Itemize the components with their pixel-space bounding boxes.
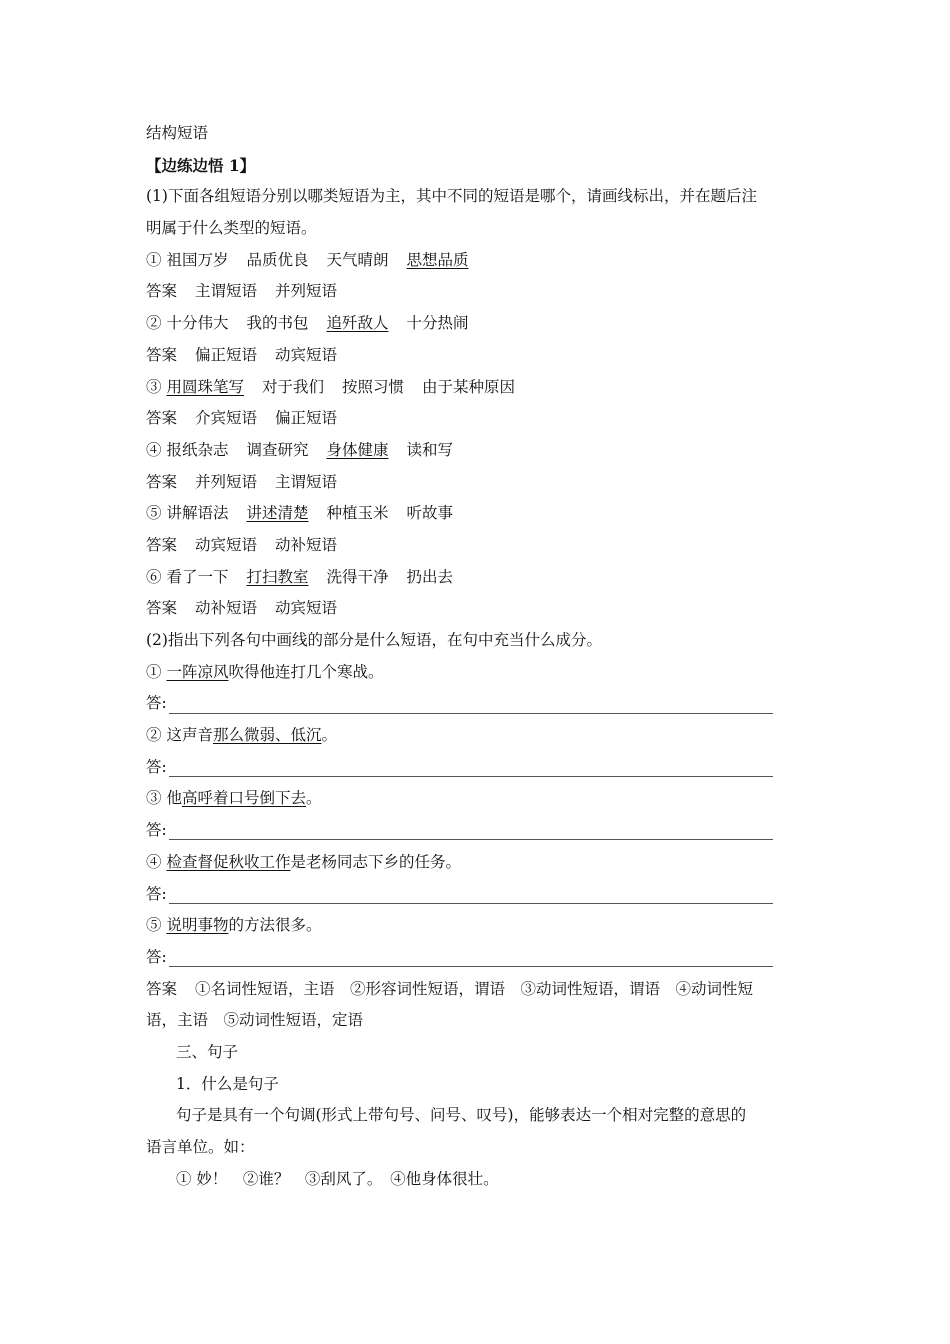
answer-label: 答案 [146, 472, 178, 491]
sentence-after: 的方法很多。 [228, 916, 322, 935]
sentence-before: 这声音 [166, 726, 213, 745]
phrase: 我的书包 [246, 314, 309, 333]
phrase: 读和写 [406, 440, 454, 459]
underlined-phrase: 说明事物 [166, 916, 229, 935]
answer-prefix: 答: [146, 947, 167, 966]
answer-label: 答案 [146, 535, 178, 554]
phrase: 按照习惯 [341, 377, 404, 396]
q2-sentence [146, 847, 810, 879]
q2-sentence [146, 657, 810, 689]
answer-value: 动宾短语 [275, 345, 338, 364]
q2-prompt: (2)指出下列各句中画线的部分是什么短语，在句中充当什么成分。 [146, 631, 602, 649]
q1-prompt-line2: 明属于什么类型的短语。 [146, 219, 317, 238]
answer-value: 偏正短语 [195, 345, 258, 364]
answer-value: 偏正短语 [275, 409, 338, 428]
answer-rule[interactable] [169, 695, 773, 714]
answer-value: 动补短语 [195, 599, 258, 618]
part3-paragraph-line2: 语言单位。如： [146, 1138, 255, 1156]
item-number: ② [146, 314, 162, 333]
item-number: ① [146, 662, 162, 681]
answer-label: 答案 [146, 282, 178, 301]
part3-examples: ① 妙！ ②谁？ ③刮风了。 ④他身体很壮。 [176, 1169, 499, 1188]
q1-group-row [146, 435, 810, 467]
q1-groups [146, 245, 810, 625]
item-number: ⑤ [146, 916, 162, 935]
answer-label: 答案 [146, 979, 178, 998]
q2-answer-blank [146, 688, 810, 720]
q1-group-answer [146, 276, 810, 308]
q2-answer-blank [146, 752, 810, 784]
phrase: 身体健康 [326, 440, 389, 459]
phrase: 对于我们 [261, 377, 324, 396]
section-label: 【边练边悟 1】 [146, 155, 256, 175]
underlined-phrase: 检查督促秋收工作 [166, 852, 291, 871]
part3-subtitle: 1．什么是句子 [176, 1074, 279, 1093]
answer-prefix: 答: [146, 694, 167, 713]
underlined-phrase: 那么微弱、低沉 [212, 726, 322, 745]
q2-answer-blank [146, 879, 810, 911]
phrase: 天气晴朗 [326, 250, 389, 269]
q2-sentence [146, 910, 810, 942]
q1-group-answer [146, 467, 810, 499]
q1-group-row [146, 498, 810, 530]
part3-paragraph-line1: 句子是具有一个句调(形式上带句号、问号、叹号)，能够表达一个相对完整的意思的 [176, 1106, 747, 1125]
q2-answer-line1 [146, 974, 810, 1006]
heading: 结构短语 [146, 124, 209, 142]
phrase: 种植玉米 [326, 504, 389, 523]
answer-rule[interactable] [169, 948, 773, 967]
q2-answer-blank [146, 815, 810, 847]
sentence-after: 是老杨同志下乡的任务。 [290, 852, 461, 871]
answer-label: 答案 [146, 599, 178, 618]
sentence-before: 他 [166, 789, 182, 808]
q1-group-answer [146, 403, 810, 435]
answer-value: 主谓短语 [195, 282, 258, 301]
underlined-phrase: 一阵凉风 [166, 662, 229, 681]
phrase: 十分伟大 [166, 314, 229, 333]
q1-prompt-line1: (1)下面各组短语分别以哪类短语为主，其中不同的短语是哪个，请画线标出，并在题后注 [146, 187, 757, 206]
phrase: 祖国万岁 [166, 250, 229, 269]
phrase: 洗得干净 [326, 567, 389, 586]
phrase: 讲述清楚 [246, 504, 309, 523]
answer-prefix: 答: [146, 821, 167, 840]
phrase: 听故事 [406, 504, 454, 523]
q1-group-row [146, 245, 810, 277]
q1-group-answer [146, 340, 810, 372]
answer-value: 动宾短语 [275, 599, 338, 618]
answer-value: 主谓短语 [275, 472, 338, 491]
answer-value: 并列短语 [195, 472, 258, 491]
answer-value: 并列短语 [275, 282, 338, 301]
q2-sentence [146, 783, 810, 815]
phrase: 看了一下 [166, 567, 229, 586]
answer-label: 答案 [146, 409, 178, 428]
q1-group-row [146, 308, 810, 340]
item-number: ② [146, 726, 162, 745]
q2-answer-blank [146, 942, 810, 974]
item-number: ④ [146, 440, 162, 459]
phrase: 追歼敌人 [326, 314, 389, 333]
item-number: ③ [146, 377, 162, 396]
phrase: 调查研究 [246, 440, 309, 459]
phrase: 报纸杂志 [166, 440, 229, 459]
q1-group-answer [146, 530, 810, 562]
sentence-after: 。 [321, 726, 337, 745]
phrase: 讲解语法 [166, 504, 229, 523]
document-page [146, 118, 810, 1195]
item-number: ① [146, 250, 162, 269]
item-number: ⑥ [146, 567, 162, 586]
phrase: 十分热闹 [406, 314, 469, 333]
phrase: 由于某种原因 [422, 377, 516, 396]
phrase: 用圆珠笔写 [166, 377, 244, 396]
phrase: 品质优良 [246, 250, 309, 269]
q1-group-answer [146, 593, 810, 625]
answer-rule[interactable] [169, 885, 773, 904]
item-number: ⑤ [146, 504, 162, 523]
part3-title: 三、句子 [176, 1042, 239, 1061]
q1-group-row [146, 562, 810, 594]
sentence-after: 。 [305, 789, 322, 808]
answer-rule[interactable] [169, 758, 773, 777]
answer-value: 介宾短语 [195, 409, 258, 428]
phrase: 打扫教室 [246, 567, 309, 586]
q2-sentence [146, 720, 810, 752]
answer-value: 动补短语 [275, 535, 338, 554]
q2-sentences [146, 657, 810, 974]
q2-answer-line2: 语，主语 ⑤动词性短语，定语 [146, 1011, 364, 1030]
answer-text: ①名词性短语，主语 ②形容词性短语，谓语 ③动词性短语，谓语 ④动词性短 [195, 979, 754, 998]
underlined-phrase: 高呼着口号倒下去 [181, 789, 306, 808]
sentence-after: 吹得他连打几个寒战。 [228, 662, 384, 681]
q1-group-row [146, 372, 810, 404]
answer-rule[interactable] [169, 821, 773, 840]
answer-prefix: 答: [146, 884, 167, 903]
answer-label: 答案 [146, 345, 178, 364]
item-number: ③ [146, 789, 162, 808]
phrase: 扔出去 [406, 567, 454, 586]
answer-prefix: 答: [146, 757, 167, 776]
phrase: 思想品质 [406, 250, 469, 269]
item-number: ④ [146, 852, 162, 871]
answer-value: 动宾短语 [195, 535, 258, 554]
